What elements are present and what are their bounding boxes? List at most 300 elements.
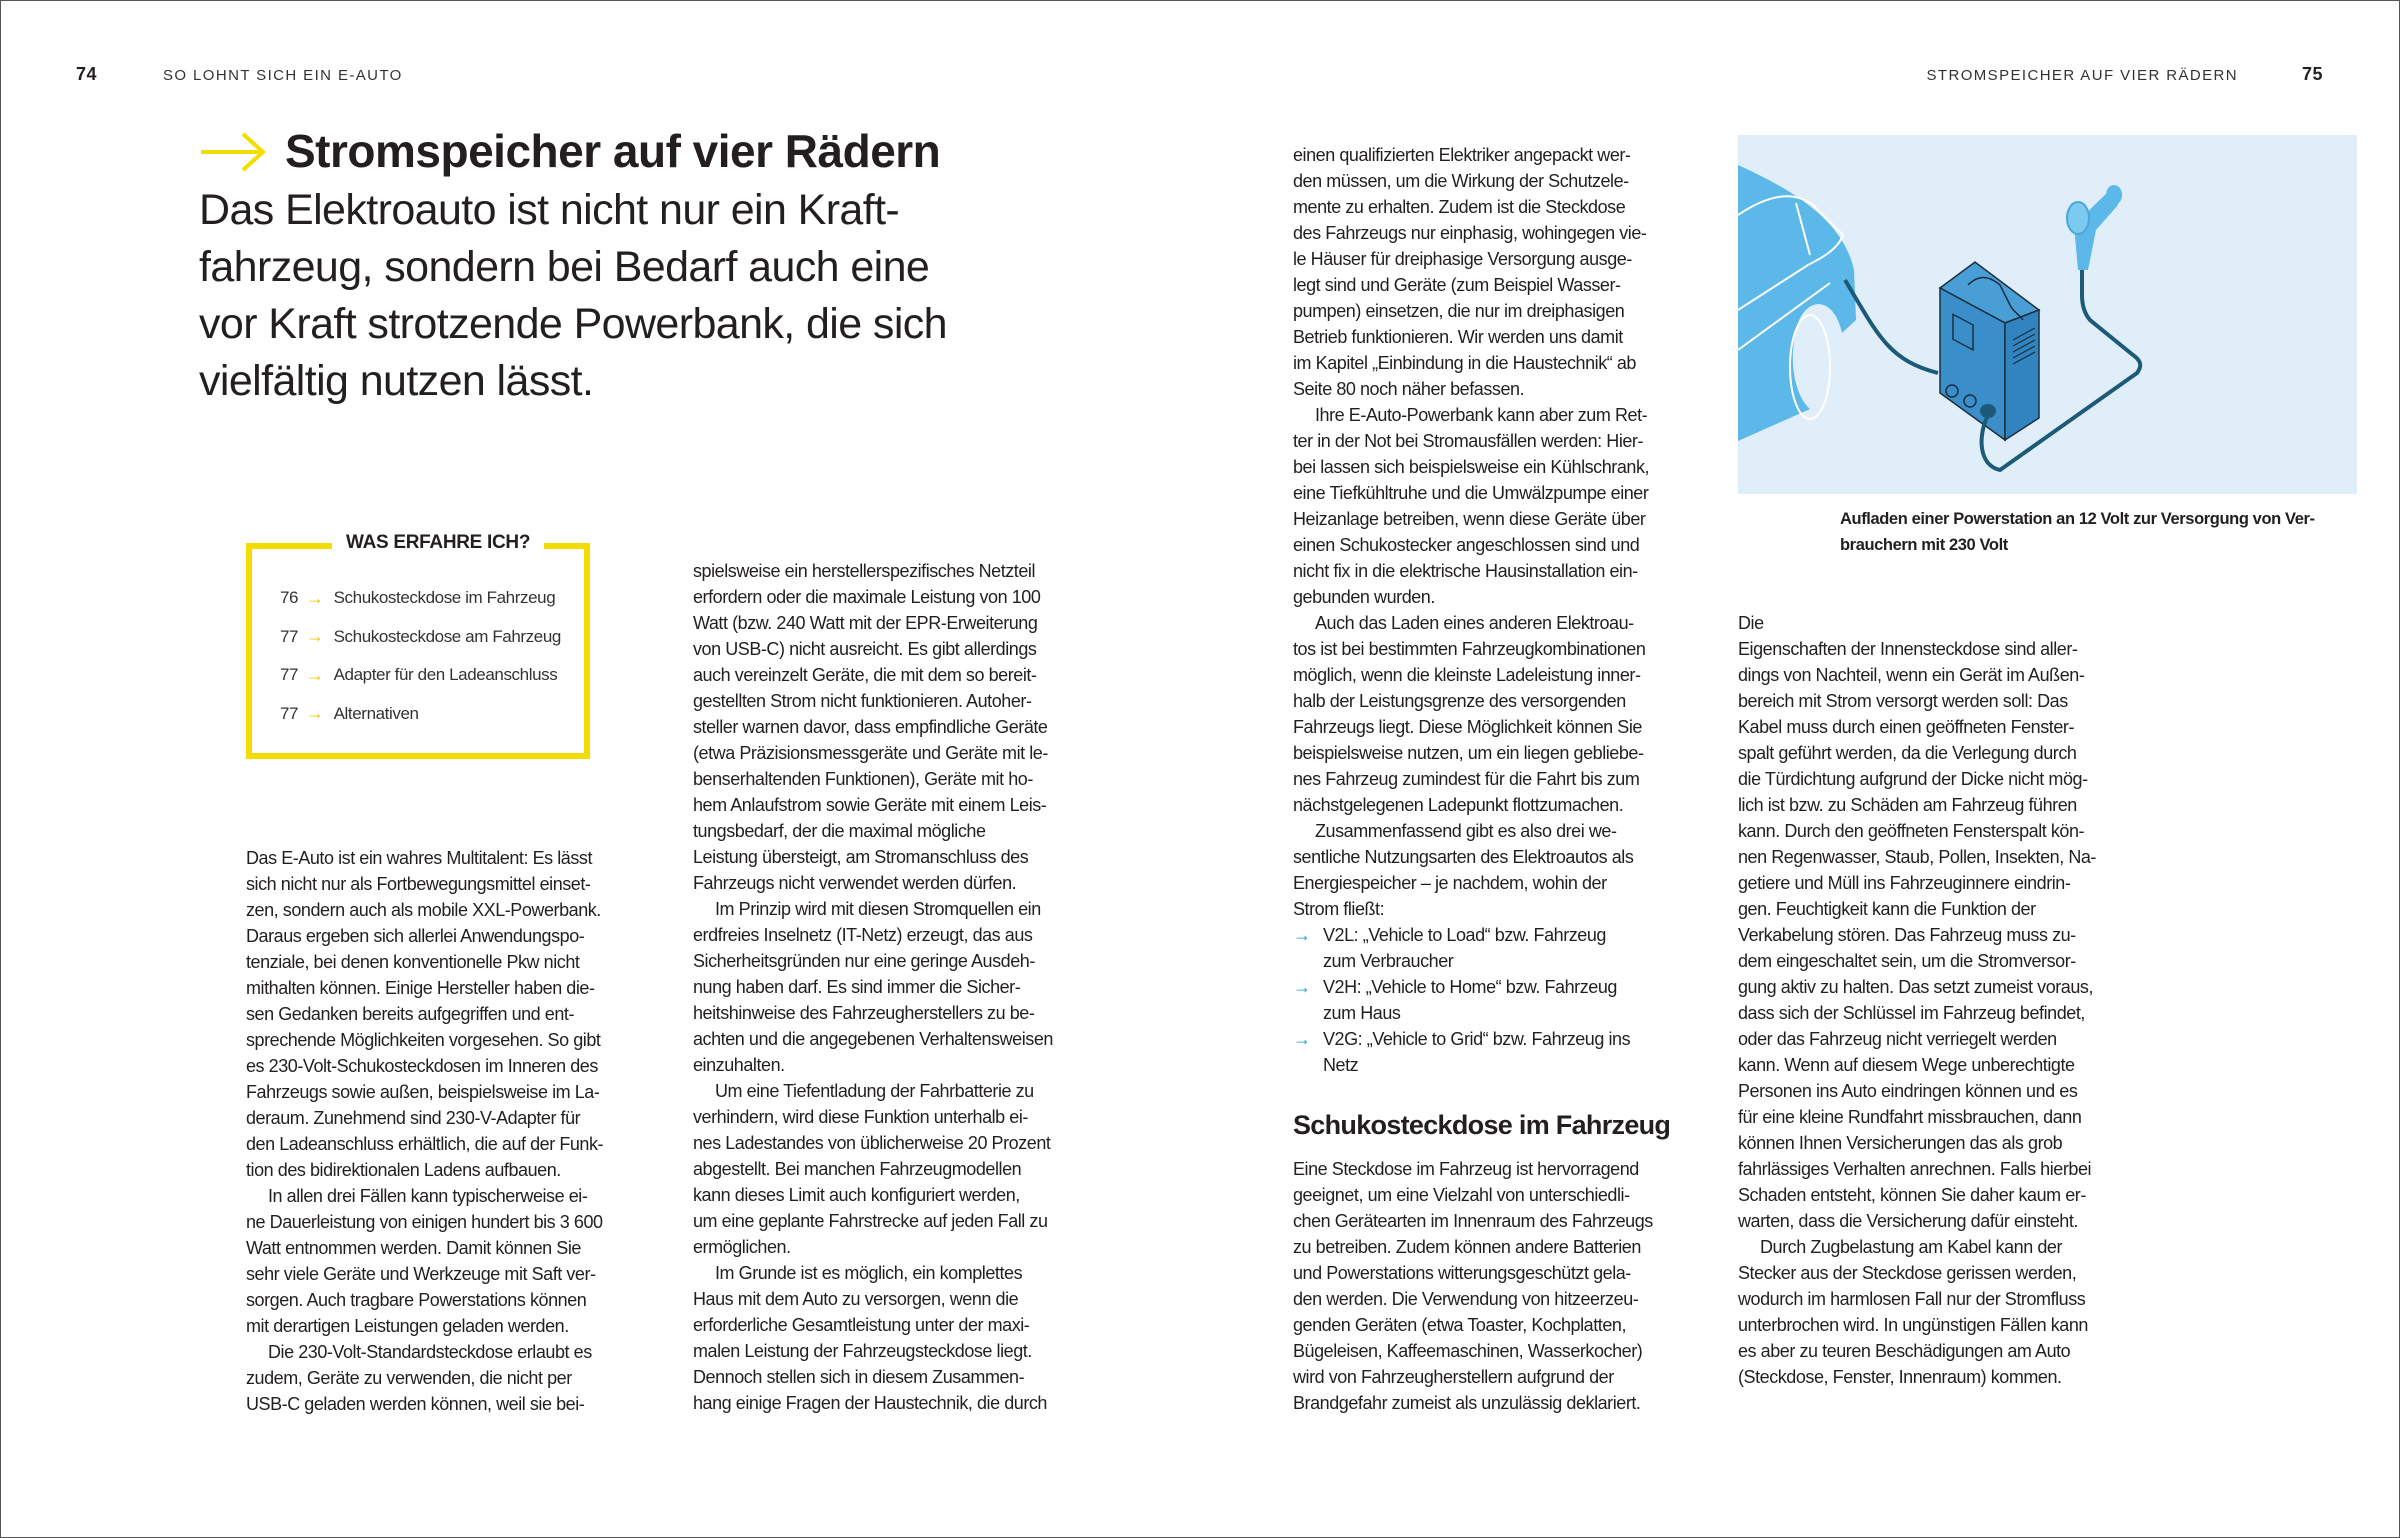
text-line (1738, 1234, 2158, 1260)
text-column-1 (246, 845, 650, 1417)
text-line (1293, 1182, 1713, 1208)
toc-label: Schukosteckdose im Fahrzeug (333, 588, 556, 608)
line-text: erfordern oder die maximale Leistung von 100 (693, 587, 1041, 607)
text-line (246, 897, 650, 923)
line-text: Stecker aus der Steckdose gerissen werden, (1738, 1263, 2077, 1283)
text-line (1293, 558, 1713, 584)
line-text: verhindern, wird diese Funktion unterhalb ei- (693, 1107, 1028, 1127)
line-text: bei lassen sich beispielsweise ein Kühlschrank, (1293, 457, 1650, 477)
text-line (693, 766, 1113, 792)
text-line (1738, 688, 2158, 714)
text-line (693, 610, 1113, 636)
toc-label: Schukosteckdose am Fahrzeug (333, 626, 561, 646)
arrow-right-icon: → (306, 703, 324, 724)
line-text: tion des bidirektionalen Ladens aufbauen. (246, 1160, 561, 1180)
toc-page-number: 76 (280, 588, 299, 608)
line-text: zen, sondern auch als mobile XXL-Powerbank. (246, 900, 601, 920)
page-number-left: 74 (76, 64, 98, 84)
line-text: mente zu erhalten. Zudem ist die Steckdose (1293, 197, 1626, 217)
text-line (1293, 246, 1713, 272)
text-line (246, 1001, 650, 1027)
line-text: auch vereinzelt Geräte, die mit dem so bereit- (693, 665, 1037, 685)
text-line (1293, 454, 1713, 480)
line-text: steller warnen davor, dass empfindliche Geräte (693, 717, 1048, 737)
text-line (246, 1105, 650, 1131)
text-line (1293, 324, 1713, 350)
running-head-right: STROMSPEICHER AUF VIER RÄDERN (1926, 67, 2238, 84)
text-line (693, 662, 1113, 688)
line-text: tungsbedarf, der die maximal mögliche (693, 821, 986, 841)
text-line (246, 1027, 650, 1053)
line-text: kann. Durch den geöffneten Fensterspalt kön- (1738, 821, 2085, 841)
section-heading: Schukosteckdose im Fahrzeug (1293, 1110, 1671, 1140)
line-text: Haus mit dem Auto zu versorgen, wenn die (693, 1289, 1019, 1309)
text-line (1293, 766, 1713, 792)
line-text: zum Verbraucher (1323, 951, 1454, 971)
line-text: achten und die angegebenen Verhaltensweisen (693, 1029, 1053, 1049)
text-line (1738, 844, 2158, 870)
text-line (1293, 428, 1713, 454)
text-line (693, 1026, 1113, 1052)
line-text: fahrlässiges Verhalten anrechnen. Falls hierbei (1738, 1159, 2092, 1179)
line-text: des Fahrzeugs nur einphasig, wohingegen vie- (1293, 223, 1647, 243)
text-line (246, 1313, 650, 1339)
line-text: zu betreiben. Zudem können andere Batterien (1293, 1237, 1641, 1257)
line-text: wodurch im harmlosen Fall nur der Stromfluss (1738, 1289, 2086, 1309)
toc-page-number: 77 (280, 703, 299, 723)
line-text: von USB-C) nicht ausreicht. Es gibt allerdings (693, 639, 1037, 659)
line-text: können Ihnen Versicherungen das als grob (1738, 1133, 2063, 1153)
text-line (1738, 1338, 2158, 1364)
text-line (1293, 194, 1713, 220)
line-text: Brandgefahr zumeist als unzulässig deklariert. (1293, 1393, 1641, 1413)
line-text: Leistung übersteigt, am Stromanschluss des (693, 847, 1029, 867)
text-line (1293, 1156, 1713, 1182)
text-line (1738, 636, 2158, 662)
text-line (1738, 1000, 2158, 1026)
line-text: nes Ladestandes von üblicherweise 20 Prozent (693, 1133, 1051, 1153)
line-text: möglich, wenn die kleinste Ladeleistung inner- (1293, 665, 1641, 685)
text-line (1293, 896, 1713, 922)
line-text: Schaden entsteht, können Sie daher kaum er- (1738, 1185, 2086, 1205)
text-line (693, 1260, 1113, 1286)
line-text: dem eingeschaltet sein, um die Stromversor- (1738, 951, 2076, 971)
toc-item (280, 579, 561, 618)
text-line (693, 1286, 1113, 1312)
deck-line: Das Elektroauto ist nicht nur ein Kraft- (199, 186, 900, 234)
arrow-right-icon: → (1293, 1029, 1311, 1049)
line-text: es aber zu teuren Beschädigungen am Auto (1738, 1341, 2071, 1361)
arrow-right-icon: → (306, 626, 324, 647)
text-line (1293, 948, 1713, 974)
line-text: Das E-Auto ist ein wahres Multitalent: Es lässt (246, 848, 592, 868)
line-text: geeignet, um eine Vielzahl von unterschiedli- (1293, 1185, 1630, 1205)
line-text: V2G: „Vehicle to Grid“ bzw. Fahrzeug ins (1323, 1029, 1631, 1049)
deck-line: vor Kraft strotzende Powerbank, die sich (199, 300, 947, 348)
line-text: dings von Nachteil, wenn ein Gerät im Außen- (1738, 665, 2085, 685)
bullet-line (1293, 974, 1713, 1000)
caption-line: Aufladen einer Powerstation an 12 Volt zur Versorgung von Ver- (1840, 510, 2315, 528)
line-text: erforderliche Gesamtleistung unter der maxi- (693, 1315, 1030, 1335)
line-text: Watt (bzw. 240 Watt mit der EPR-Erweiterung (693, 613, 1038, 633)
line-text: zudem, Geräte zu verwenden, die nicht per (246, 1368, 572, 1388)
line-text: Durch Zugbelastung am Kabel kann der (1760, 1237, 2062, 1257)
text-line (693, 870, 1113, 896)
text-line (1293, 298, 1713, 324)
text-line (1738, 792, 2158, 818)
line-text: ter in der Not bei Stromausfällen werden: Hier- (1293, 431, 1644, 451)
text-line (1293, 636, 1713, 662)
line-text: hang einige Fragen der Haustechnik, die durch (693, 1393, 1047, 1413)
line-text: und Powerstations witterungsgeschützt gela- (1293, 1263, 1631, 1283)
text-line (1738, 1182, 2158, 1208)
text-line (1293, 1286, 1713, 1312)
text-line (693, 844, 1113, 870)
text-line (1293, 610, 1713, 636)
text-line (246, 1339, 650, 1365)
text-line (1293, 714, 1713, 740)
text-line (246, 1391, 650, 1417)
line-text: legt sind und Geräte (zum Beispiel Wasser- (1293, 275, 1621, 295)
text-line (693, 974, 1113, 1000)
text-line (1293, 220, 1713, 246)
text-line (693, 714, 1113, 740)
text-line (246, 1131, 650, 1157)
text-line (1293, 584, 1713, 610)
text-line (1293, 740, 1713, 766)
deck-line: fahrzeug, sondern bei Bedarf auch eine (199, 243, 930, 291)
line-text: genden Geräten (etwa Toaster, Kochplatten, (1293, 1315, 1627, 1335)
text-line (1738, 1364, 2158, 1390)
toc-item (280, 656, 561, 695)
text-line (1738, 974, 2158, 1000)
text-column-3-section (1293, 1156, 1713, 1416)
line-text: gestellten Strom nicht funktionieren. Autoher- (693, 691, 1032, 711)
text-line (693, 1234, 1113, 1260)
text-line (1293, 1364, 1713, 1390)
line-text: die Türdichtung aufgrund der Dicke nicht mög- (1738, 769, 2088, 789)
text-line (1738, 922, 2158, 948)
text-line (1738, 870, 2158, 896)
line-text: abgestellt. Bei manchen Fahrzeugmodellen (693, 1159, 1022, 1179)
line-text: gen. Feuchtigkeit kann die Funktion der (1738, 899, 2036, 919)
running-head-left: SO LOHNT SICH EIN E-AUTO (163, 67, 403, 84)
bullet-line (1293, 1026, 1713, 1052)
text-line (1738, 1156, 2158, 1182)
line-text: beispielsweise nutzen, um ein liegen gebliebe- (1293, 743, 1644, 763)
line-text: Eine Steckdose im Fahrzeug ist hervorragend (1293, 1159, 1639, 1179)
text-line (1738, 740, 2158, 766)
line-text: tenziale, bei denen konventionelle Pkw nicht (246, 952, 580, 972)
line-text: einen qualifizierten Elektriker angepackt wer- (1293, 145, 1631, 165)
arrow-right-icon: → (1293, 925, 1311, 945)
arrow-right-icon: → (1293, 977, 1311, 997)
line-text: Um eine Tiefentladung der Fahrbatterie zu (715, 1081, 1034, 1101)
text-line (1738, 1208, 2158, 1234)
line-text: nung haben darf. Es sind immer die Sicher- (693, 977, 1021, 997)
toc-list (280, 579, 561, 733)
line-text: zum Haus (1323, 1003, 1401, 1023)
text-line (693, 1312, 1113, 1338)
line-text: es 230-Volt-Schukosteckdosen im Inneren des (246, 1056, 598, 1076)
line-text: halb der Leistungsgrenze des versorgenden (1293, 691, 1626, 711)
line-text: nächstgelegenen Ladepunkt flottzumachen. (1293, 795, 1624, 815)
illustration-caption (1840, 506, 2315, 558)
line-text: Bügeleisen, Kaffeemaschinen, Wasserkocher) (1293, 1341, 1643, 1361)
text-line (1293, 480, 1713, 506)
text-line (1293, 1000, 1713, 1026)
line-text: Fahrzeugs nicht verwendet werden dürfen. (693, 873, 1017, 893)
toc-item (280, 695, 561, 734)
line-text: getiere und Müll ins Fahrzeuginnere eindrin- (1738, 873, 2071, 893)
line-text: eine Tiefkühltruhe und die Umwälzpumpe einer (1293, 483, 1649, 503)
line-text: sen Gedanken bereits aufgegriffen und ent- (246, 1004, 575, 1024)
text-line (693, 948, 1113, 974)
line-text: Netz (1323, 1055, 1359, 1075)
text-line (1293, 402, 1713, 428)
line-text: Auch das Laden eines anderen Elektroau- (1315, 613, 1634, 633)
text-line (693, 818, 1113, 844)
text-line (246, 1261, 650, 1287)
text-line (1738, 896, 2158, 922)
line-text: kann dieses Limit auch konfiguriert werden, (693, 1185, 1020, 1205)
text-line (693, 792, 1113, 818)
text-line (1293, 506, 1713, 532)
line-text: Dennoch stellen sich in diesem Zusammen- (693, 1367, 1025, 1387)
page-number-right: 75 (2302, 64, 2324, 84)
line-text: Im Grunde ist es möglich, ein komplettes (715, 1263, 1023, 1283)
line-text: Sicherheitsgründen nur eine geringe Ausdeh- (693, 951, 1035, 971)
text-line (1738, 818, 2158, 844)
line-text: erdfreies Inselnetz (IT-Netz) erzeugt, das aus (693, 925, 1033, 945)
line-text: um eine geplante Fahrstrecke auf jeden Fall zu (693, 1211, 1048, 1231)
text-line (246, 1365, 650, 1391)
line-text: (Steckdose, Fenster, Innenraum) kommen. (1738, 1367, 2062, 1387)
deck-line: vielfältig nutzen lässt. (199, 357, 594, 405)
line-text: Fahrzeugs liegt. Diese Möglichkeit können Sie (1293, 717, 1642, 737)
text-line (1738, 1130, 2158, 1156)
text-line (246, 1053, 650, 1079)
line-text: hem Anlaufstrom sowie Geräte mit einem Leis- (693, 795, 1047, 815)
line-text: mithalten können. Einige Hersteller haben die- (246, 978, 595, 998)
line-text: Kabel muss durch einen geöffneten Fenster- (1738, 717, 2074, 737)
line-text: dass sich der Schlüssel im Fahrzeug befindet, (1738, 1003, 2085, 1023)
text-line (246, 1235, 650, 1261)
line-text: Ihre E-Auto-Powerbank kann aber zum Ret- (1315, 405, 1648, 425)
line-text: deraum. Zunehmend sind 230-V-Adapter für (246, 1108, 581, 1128)
text-line (246, 923, 650, 949)
line-text: gung aktiv zu halten. Das setzt zumeist voraus, (1738, 977, 2094, 997)
text-line (693, 1208, 1113, 1234)
line-text: sprechende Möglichkeiten vorgesehen. So gibt (246, 1030, 601, 1050)
text-line (693, 1338, 1113, 1364)
text-line (246, 1157, 650, 1183)
text-line (693, 1130, 1113, 1156)
line-text: Watt entnommen werden. Damit können Sie (246, 1238, 581, 1258)
line-text: Zusammenfassend gibt es also drei we- (1315, 821, 1617, 841)
text-line (1293, 688, 1713, 714)
text-line (246, 871, 650, 897)
text-column-2 (693, 558, 1113, 1416)
text-line (1738, 1260, 2158, 1286)
text-line (693, 1104, 1113, 1130)
line-text: Seite 80 noch näher befassen. (1293, 379, 1525, 399)
text-line (1293, 1260, 1713, 1286)
line-text: einzuhalten. (693, 1055, 785, 1075)
line-text: unterbrochen wird. In ungünstigen Fällen kann (1738, 1315, 2088, 1335)
text-line (1293, 1208, 1713, 1234)
text-line (1293, 272, 1713, 298)
line-text: sentliche Nutzungsarten des Elektroautos als (1293, 847, 1634, 867)
line-text: nes Fahrzeug zumindest für die Fahrt bis zum (1293, 769, 1640, 789)
line-text: nicht fix in die elektrische Hausinstallation ein- (1293, 561, 1638, 581)
text-line (1293, 376, 1713, 402)
text-line (693, 1390, 1113, 1416)
line-text: Eigenschaften der Innensteckdose sind aller- (1738, 639, 2078, 659)
line-text: den werden. Die Verwendung von hitzeerzeu- (1293, 1289, 1639, 1309)
text-line (693, 636, 1113, 662)
line-text: Betrieb funktionieren. Wir werden uns damit (1293, 327, 1623, 347)
text-line (693, 740, 1113, 766)
car-powerstation-plug-icon (1738, 135, 2357, 494)
line-text: Die 230-Volt-Standardsteckdose erlaubt es (268, 1342, 592, 1362)
arrow-right-icon (199, 130, 269, 174)
line-text: ne Dauerleistung von einigen hundert bis 3 600 (246, 1212, 603, 1232)
line-text: wird von Fahrzeugherstellern aufgrund der (1293, 1367, 1614, 1387)
toc-item (280, 618, 561, 657)
line-text: gebunden wurden. (1293, 587, 1435, 607)
arrow-right-icon: → (306, 664, 324, 685)
text-line (246, 1079, 650, 1105)
line-text: In allen drei Fällen kann typischerweise ei- (268, 1186, 588, 1206)
text-line (693, 922, 1113, 948)
text-line (1738, 1026, 2158, 1052)
text-line (1293, 1338, 1713, 1364)
text-column-4 (1738, 610, 2158, 1390)
line-text: Strom fließt: (1293, 899, 1385, 919)
line-text: Fahrzeugs sowie außen, beispielsweise im La- (246, 1082, 600, 1102)
text-line (1738, 714, 2158, 740)
line-text: kann. Wenn auf diesem Wege unberechtigte (1738, 1055, 2075, 1075)
text-line (246, 1209, 650, 1235)
text-line (1293, 1312, 1713, 1338)
line-text: mit derartigen Leistungen geladen werden. (246, 1316, 569, 1336)
text-line (1293, 350, 1713, 376)
line-text: Energiespeicher – je nachdem, wohin der (1293, 873, 1607, 893)
text-line (246, 1183, 650, 1209)
article-title: Stromspeicher auf vier Rädern (285, 125, 941, 177)
line-text: einen Schukostecker angeschlossen sind und (1293, 535, 1640, 555)
line-text: ermöglichen. (693, 1237, 791, 1257)
text-line (246, 975, 650, 1001)
text-line (693, 1156, 1113, 1182)
caption-line: brauchern mit 230 Volt (1840, 536, 2008, 554)
line-text: spielsweise ein herstellerspezifisches Netzteil (693, 561, 1036, 581)
text-line (1293, 142, 1713, 168)
text-line (693, 1000, 1113, 1026)
text-line (1293, 1234, 1713, 1260)
line-text: lich ist bzw. zu Schäden am Fahrzeug führen (1738, 795, 2077, 815)
text-line (693, 558, 1113, 584)
powerstation-illustration (1738, 135, 2357, 494)
text-line (1293, 1052, 1713, 1078)
text-line (1293, 1390, 1713, 1416)
toc-label: Adapter für den Ladeanschluss (333, 665, 558, 685)
arrow-right-icon: → (306, 587, 324, 608)
line-text: für eine kleine Rundfahrt missbrauchen, dann (1738, 1107, 2082, 1127)
line-text: sich nicht nur als Fortbewegungsmittel einset- (246, 874, 591, 894)
line-text: le Häuser für dreiphasige Versorgung ausge- (1293, 249, 1632, 269)
toc-page-number: 77 (280, 626, 299, 646)
line-text: Die (1738, 613, 1764, 633)
text-line (1293, 532, 1713, 558)
text-line (1738, 766, 2158, 792)
line-text: Personen ins Auto eindringen können und es (1738, 1081, 2078, 1101)
line-text: Im Prinzip wird mit diesen Stromquellen ein (715, 899, 1041, 919)
text-line (693, 896, 1113, 922)
text-line (1738, 1312, 2158, 1338)
text-line (693, 1364, 1113, 1390)
text-line (246, 1287, 650, 1313)
text-line (246, 845, 650, 871)
text-line (1293, 792, 1713, 818)
line-text: chen Gerätearten im Innenraum des Fahrzeugs (1293, 1211, 1653, 1231)
toc-page-number: 77 (280, 665, 299, 685)
line-text: Daraus ergeben sich allerlei Anwendungspo- (246, 926, 585, 946)
line-text: malen Leistung der Fahrzeugsteckdose liegt. (693, 1341, 1032, 1361)
text-line (1738, 610, 2158, 636)
line-text: tos ist bei bestimmten Fahrzeugkombinationen (1293, 639, 1646, 659)
toc-box (246, 532, 590, 759)
text-line (1738, 1078, 2158, 1104)
text-line (1293, 662, 1713, 688)
text-line (1293, 870, 1713, 896)
text-line (246, 949, 650, 975)
line-text: pumpen) einsetzen, die nur im dreiphasigen (1293, 301, 1625, 321)
text-line (1738, 662, 2158, 688)
line-text: Verkabelung stören. Das Fahrzeug muss zu- (1738, 925, 2076, 945)
line-text: V2H: „Vehicle to Home“ bzw. Fahrzeug (1323, 977, 1617, 997)
line-text: sehr viele Geräte und Werkzeuge mit Saft ver- (246, 1264, 596, 1284)
line-text: spalt geführt werden, da die Verlegung durch (1738, 743, 2077, 763)
text-line (693, 1182, 1113, 1208)
line-text: den müssen, um die Wirkung der Schutzele- (1293, 171, 1629, 191)
text-line (693, 1052, 1113, 1078)
toc-label: Alternativen (333, 703, 419, 723)
text-line (1293, 168, 1713, 194)
toc-box-title: WAS ERFAHRE ICH? (332, 532, 544, 554)
text-line (1738, 948, 2158, 974)
line-text: (etwa Präzisionsmessgeräte und Geräte mit le- (693, 743, 1048, 763)
text-line (693, 584, 1113, 610)
text-line (1293, 844, 1713, 870)
line-text: im Kapitel „Einbindung in die Haustechnik“ ab (1293, 353, 1636, 373)
article-deck (199, 182, 947, 410)
line-text: nen Regenwasser, Staub, Pollen, Insekten, Na- (1738, 847, 2096, 867)
line-text: warten, dass die Versicherung dafür einsteht. (1738, 1211, 2078, 1231)
line-text: heitshinweise des Fahrzeugherstellers zu be- (693, 1003, 1035, 1023)
line-text: USB-C geladen werden können, weil sie bei- (246, 1394, 585, 1414)
bullet-line (1293, 922, 1713, 948)
line-text: Heizanlage betreiben, wenn diese Geräte über (1293, 509, 1646, 529)
line-text: bereich mit Strom versorgt werden soll: Das (1738, 691, 2068, 711)
text-line (1738, 1052, 2158, 1078)
text-column-3 (1293, 142, 1713, 1078)
text-line (693, 1078, 1113, 1104)
line-text: sorgen. Auch tragbare Powerstations können (246, 1290, 587, 1310)
line-text: V2L: „Vehicle to Load“ bzw. Fahrzeug (1323, 925, 1606, 945)
line-text: benserhaltenden Funktionen), Geräte mit ho- (693, 769, 1033, 789)
